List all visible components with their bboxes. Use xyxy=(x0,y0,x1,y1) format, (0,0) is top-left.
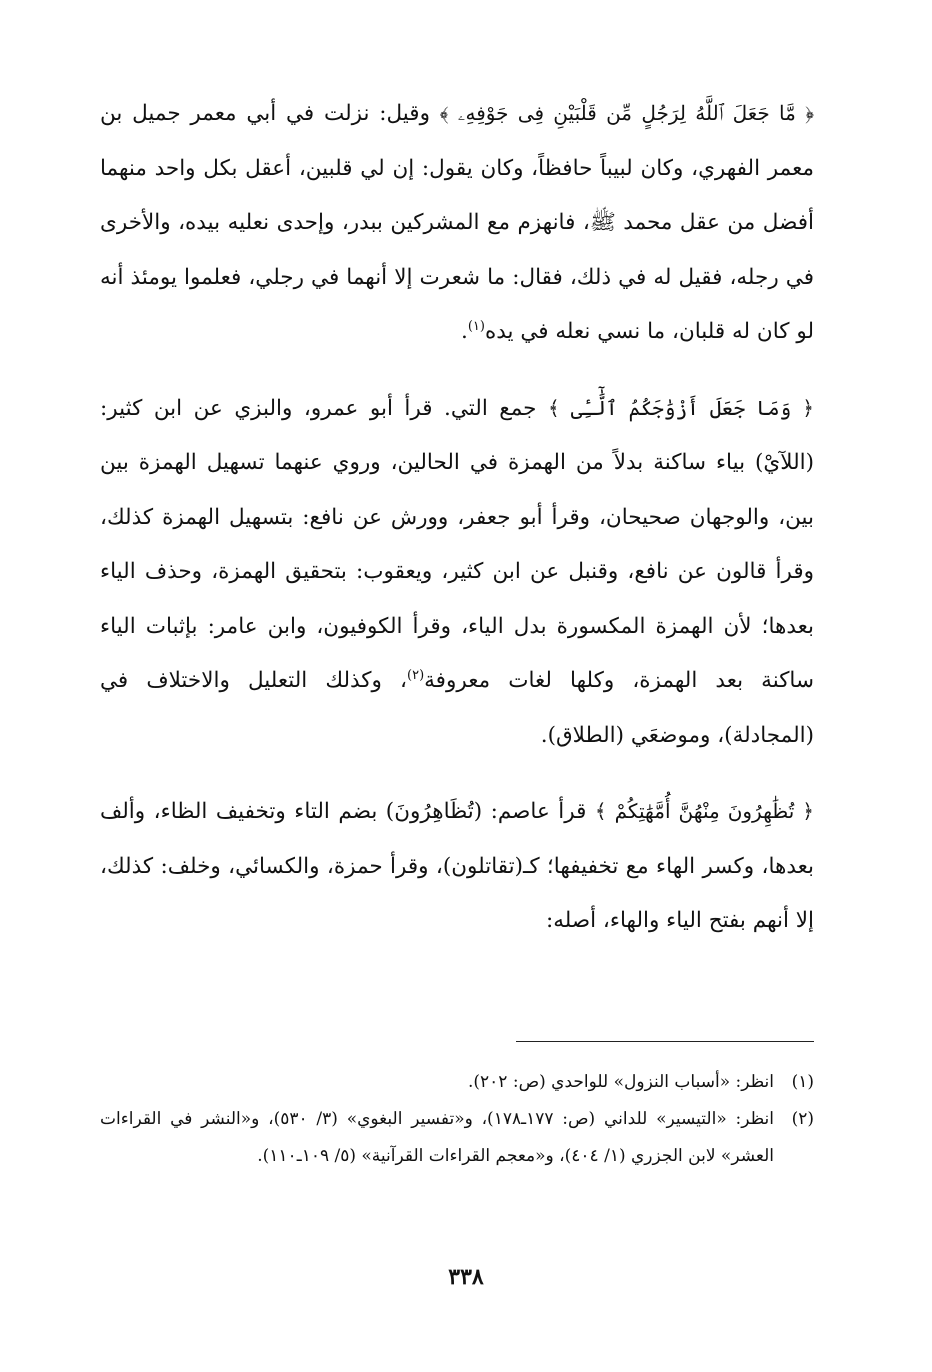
footnote-ref: (١) xyxy=(467,318,485,334)
paragraph-2 xyxy=(100,381,814,764)
footnote-text: انظر: «التيسير» للداني (ص: ١٧٧ـ١٧٨)، و«تفسير البغوي» (٣/ ٥٣٠)، و«النشر في القراءات العشر» لابن الجزري (١/ ٤٠٤)، و«معجم القراءات القرآنية» (٥/ ١٠٩ـ١١٠). xyxy=(100,1109,774,1166)
paragraph-text: قرأ عاصم: (تُظَاهِرُونَ) بضم التاء وتخفيف الظاء، وألف بعدها، وكسر الهاء مع تخفيفها؛ كـ(تقاتلون)، وقرأ حمزة، والكسائي، وخلف: كذلك، إلا أنهم بفتح الياء والهاء، أصله: xyxy=(100,799,814,933)
footnote-2 xyxy=(100,1101,814,1175)
quran-verse: ﴿ مَّا جَعَلَ ٱللَّهُ لِرَجُلٍ مِّن قَلْبَيْنِ فِى جَوْفِهِۦ ﴾ xyxy=(439,101,815,125)
paragraph-end: ، وكذلك التعليل والاختلاف في (المجادلة)، وموضعَي (الطلاق). xyxy=(100,668,814,748)
page-number: ٣٣٨ xyxy=(448,1264,484,1290)
footnote-separator xyxy=(516,1041,814,1042)
main-text xyxy=(100,86,814,949)
paragraph-text: جمع التي. قرأ أبو عمرو، والبزي عن ابن كثير: (اللآيْ) بياء ساكنة بدلاً من الهمزة في الحالين، وروي عنهما تسهيل الهمزة بين بين، والوجهان صحيحان، وقرأ أبو جعفر، وورش عن نافع: بتسهيل الهمزة كذلك، وقرأ قالون عن نافع، وقنبل عن ابن كثير، ويعقوب: بتحقيق الهمزة، وحذف الياء بعدها؛ لأن الهمزة المكسورة بدل الياء، وقرأ الكوفيون، وابن عامر: بإثبات الياء ساكنة بعد الهمزة، وكلها لغات معروفة xyxy=(100,395,814,693)
footnotes xyxy=(100,1064,814,1175)
quran-verse: ﴿ تُظَٰهِرُونَ مِنْهُنَّ أُمَّهَٰتِكُمْ ﴾ xyxy=(594,799,814,823)
footnote-ref: (٢) xyxy=(407,667,425,683)
footnote-text: انظر: «أسباب النزول» للواحدي (ص: ٢٠٢). xyxy=(468,1072,774,1092)
quran-verse: ﴿ وَمَا جَعَلَ أَزْوَٰجَكُمُ ٱلَّٰٓـِٔى ﴾ xyxy=(547,395,814,420)
paragraph-3 xyxy=(100,784,814,949)
paragraph-text: وقيل: نزلت في أبي معمر جميل بن معمر الفهري، وكان لبيباً حافظاً، وكان يقول: إن لي قلبين، أعقل بكل واحد منهما أفضل من عقل محمد ﷺ، فانهزم مع المشركين ببدر، وإحدى نعليه بيده، والأخرى في رجله، فقيل له في ذلك، فقال: ما شعرت إلا أنهما في رجلي، فعلموا يومئذ أنه لو كان له قلبان، ما نسي نعله في يده xyxy=(100,101,814,344)
paragraph-1 xyxy=(100,86,814,360)
footnote-number: (٢) xyxy=(791,1109,814,1129)
paragraph-end: . xyxy=(460,319,468,344)
footnote-number: (١) xyxy=(791,1072,814,1092)
footnote-1 xyxy=(100,1064,814,1101)
